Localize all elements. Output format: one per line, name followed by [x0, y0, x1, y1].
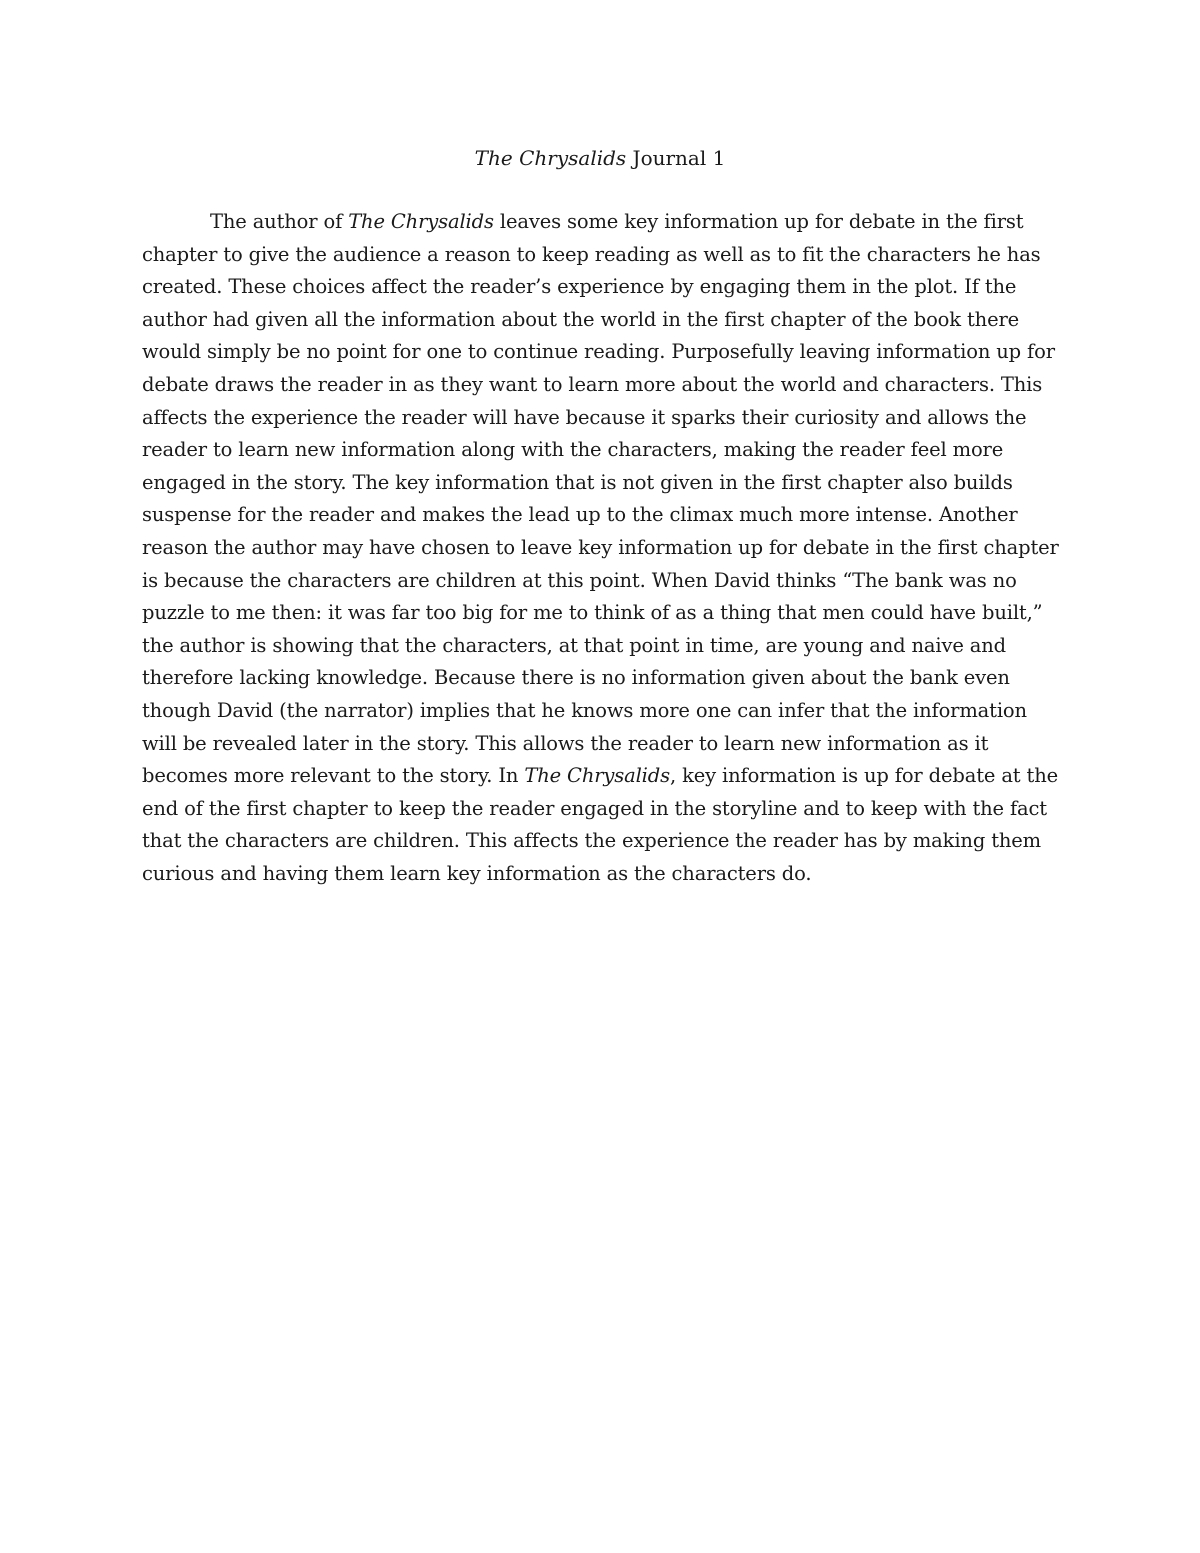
paragraph-segment: leaves some key information up for debate in the first chapter to give the audience a reason to keep reading as well as to fit the characters he has created. These choices affect the reader’s experience by engaging them in the plot. If the author had given all the information about the world in the first chapter of the book there would simply be no point for one to continue reading. Purposefully leaving information up for debate draws the reader in as they want to learn more about the world and characters. This affects the experience the reader will have because it sparks their curiosity and allows the reader to learn new information along with the characters, making the reader feel more engaged in the story. The key information that is not given in the first chapter also builds suspense for the reader and makes the lead up to the climax much more intense. Another reason the author may have chosen to leave key information up for debate in the first chapter is because the characters are children at this point. When David thinks “The bank was no puzzle to me then: it was far too big for me to think of as a thing that men could have built,” the author is showing that the characters, at that point in time, are young and naive and therefore lacking knowledge. Because there is no information given about the bank even though David (the narrator) implies that he knows more one can infer that the information will be revealed later in the story. This allows the reader to learn new information as it becomes more relevant to the story. In [142, 210, 1059, 788]
document-title [0, 142, 1200, 174]
paragraph-segment: The author of [210, 210, 349, 233]
paragraph-segment: , key information is up for debate at the end of the first chapter to keep the reader engaged in the storyline and to keep with the fact that the characters are children. This affects the experience the reader has by making them curious and having them learn key information as the characters do. [142, 764, 1059, 885]
title-suffix: Journal 1 [626, 146, 726, 170]
journal-paragraph [142, 206, 1062, 890]
paragraph-book-name: The Chrysalids [524, 764, 670, 788]
paragraph-book-name: The Chrysalids [348, 210, 494, 233]
title-book-name: The Chrysalids [474, 146, 627, 170]
